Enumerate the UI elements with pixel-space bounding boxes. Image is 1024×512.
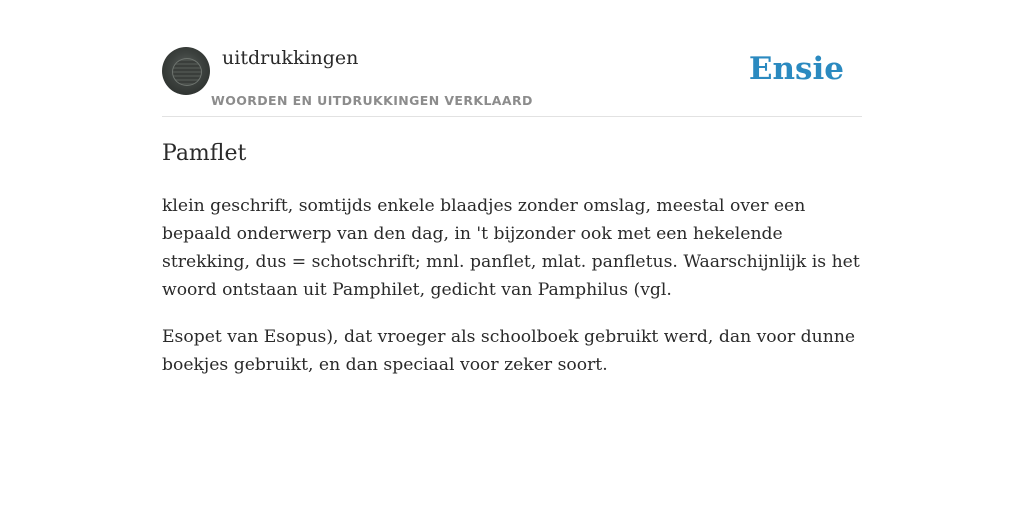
site-tagline: WOORDEN EN UITDRUKKINGEN VERKLAARD	[211, 93, 533, 108]
avatar[interactable]	[162, 47, 210, 95]
article-paragraph: klein geschrift, somtijds enkele blaadjes zonder omslag, meestal over een bepaald onderwerp van den dag, in 't bijzonder ook met een hekelende strekking, dus = schotschrift; mnl. panflet, mlat. panfletus. Waarschijnlijk is het woord ontstaan uit Pamphilet, gedicht van Pamphilus (vgl.	[162, 196, 860, 300]
article-title: Pamflet	[162, 141, 247, 166]
article-paragraph: Esopet van Esopus), dat vroeger als schoolboek gebruikt werd, dan voor dunne boekjes gebruikt, en dan speciaal voor zeker soort.	[162, 327, 856, 375]
article	[162, 138, 867, 379]
brand-logo-link[interactable]: Ensie	[748, 51, 844, 87]
site-name-link[interactable]: uitdrukkingen	[222, 47, 359, 69]
site-header	[162, 40, 862, 117]
